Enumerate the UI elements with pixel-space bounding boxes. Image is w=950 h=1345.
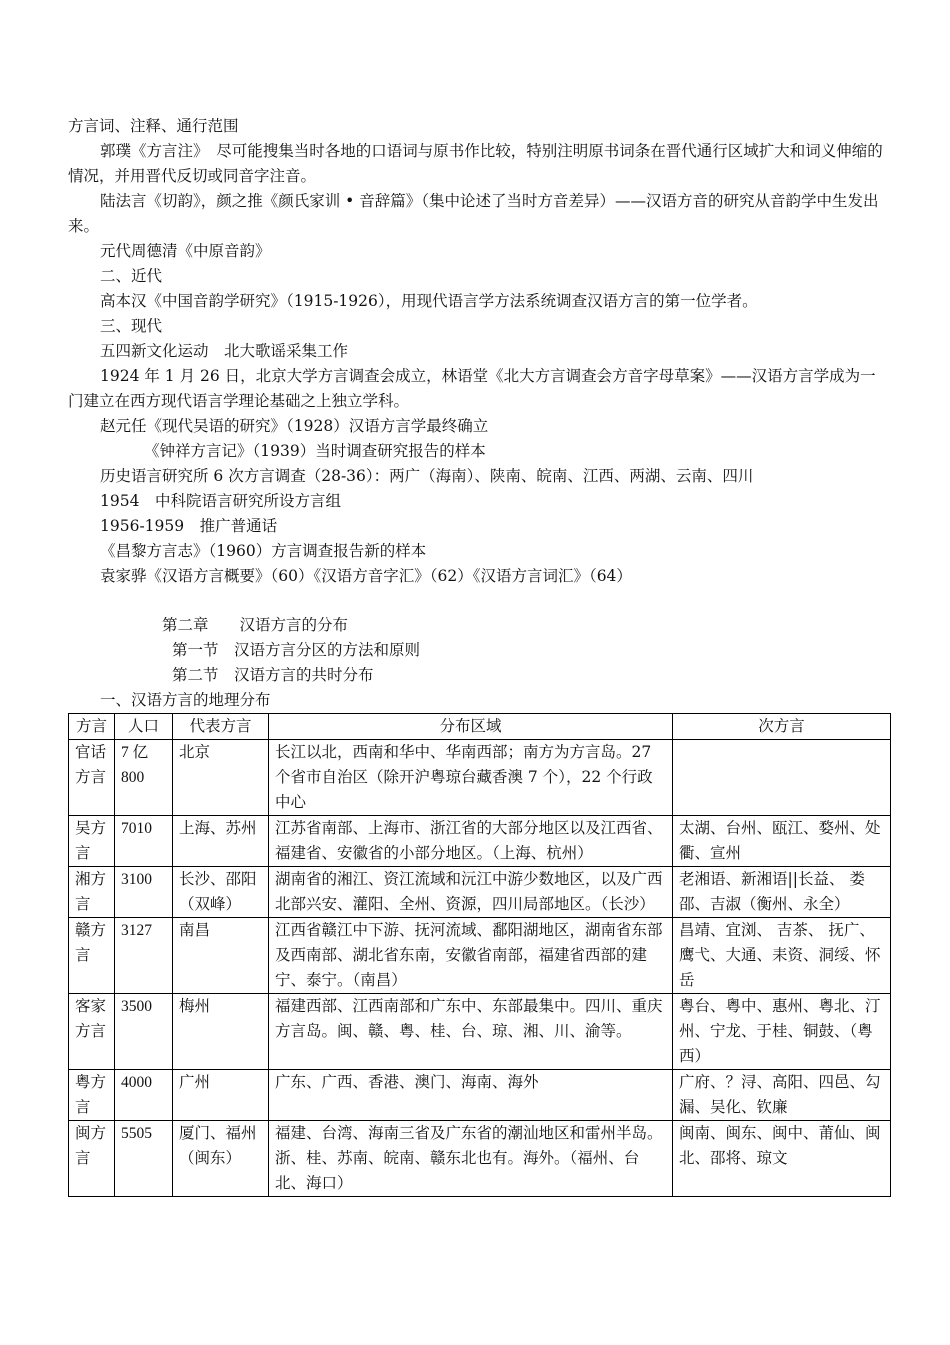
subdialects-cell: 太湖、台州、瓯江、婺州、处衢、宣州 xyxy=(673,816,891,867)
document-page xyxy=(68,114,890,1197)
dialect-cell: 客家方言 xyxy=(69,994,115,1070)
section-title: 第一节 汉语方言分区的方法和原则 xyxy=(172,641,421,659)
representative-cell: 南昌 xyxy=(173,918,269,994)
region-cell: 福建、台湾、海南三省及广东省的潮汕地区和雷州半岛。浙、桂、苏南、皖南、赣东北也有。海外。（福州、台北、海口） xyxy=(269,1121,673,1197)
table-row xyxy=(69,740,891,816)
text-line: 历史语言研究所 6 次方言调查（28-36）：两广（海南）、陕南、皖南、江西、两湖、云南、四川 xyxy=(100,467,754,485)
population-cell: 7 亿 800 xyxy=(115,740,173,816)
text-paragraph: 1924 年 1 月 26 日，北京大学方言调查会成立，林语堂《北大方言调查会方音字母草案》——汉语方言学成为一门建立在西方现代语言学理论基础之上独立学科。 xyxy=(68,367,876,410)
text-line: 《昌黎方言志》（1960）方言调查报告新的样本 xyxy=(100,542,427,560)
text-line: 赵元任《现代吴语的研究》（1928）汉语方言学最终确立 xyxy=(100,417,489,435)
column-header: 分布区域 xyxy=(269,714,673,740)
table-row xyxy=(69,994,891,1070)
text-line: 1954 中科院语言研究所设方言组 xyxy=(100,492,341,510)
table-row xyxy=(69,867,891,918)
representative-cell: 上海、苏州 xyxy=(173,816,269,867)
dialect-cell: 粤方言 xyxy=(69,1070,115,1121)
subdialects-cell: 闽南、闽东、闽中、莆仙、闽北、邵将、琼文 xyxy=(673,1121,891,1197)
table-row xyxy=(69,816,891,867)
dialect-table xyxy=(68,713,891,1197)
region-cell: 湖南省的湘江、资江流域和沅江中游少数地区，以及广西北部兴安、灌阳、全州、资源，四川局部地区。（长沙） xyxy=(269,867,673,918)
section-heading: 三、现代 xyxy=(100,317,163,335)
section-title: 第二节 汉语方言的共时分布 xyxy=(172,666,374,684)
subheading: 一、汉语方言的地理分布 xyxy=(100,691,271,709)
text-line: 高本汉《中国音韵学研究》（1915-1926），用现代语言学方法系统调查汉语方言的第一位学者。 xyxy=(100,292,758,310)
region-cell: 江西省赣江中下游、抚河流域、鄱阳湖地区，湖南省东部及西南部、湖北省东南，安徽省南部，福建省西部的建宁、泰宁。（南昌） xyxy=(269,918,673,994)
column-header: 方言 xyxy=(69,714,115,740)
chapter-title: 第二章 汉语方言的分布 xyxy=(162,616,349,634)
population-cell: 4000 xyxy=(115,1070,173,1121)
dialect-cell: 吴方言 xyxy=(69,816,115,867)
region-cell: 长江以北，西南和华中、华南西部；南方为方言岛。27 个省市自治区（除开沪粤琼台藏香澳 7 个），22 个行政中心 xyxy=(269,740,673,816)
subdialects-cell xyxy=(673,740,891,816)
text-line: 元代周德清《中原音韵》 xyxy=(100,242,271,260)
population-cell: 3127 xyxy=(115,918,173,994)
text-line: 方言词、注释、通行范围 xyxy=(68,117,239,135)
column-header: 次方言 xyxy=(673,714,891,740)
dialect-cell: 官话方言 xyxy=(69,740,115,816)
text-paragraph: 郭璞《方言注》 尽可能搜集当时各地的口语词与原书作比较，特别注明原书词条在晋代通行区域扩大和词义伸缩的情况，并用晋代反切或同音字注音。 xyxy=(68,142,883,185)
text-line: 袁家骅《汉语方言概要》（60）《汉语方音字汇》（62）《汉语方言词汇》（64） xyxy=(100,567,632,585)
table-row xyxy=(69,1121,891,1197)
dialect-cell: 湘方言 xyxy=(69,867,115,918)
region-cell: 江苏省南部、上海市、浙江省的大部分地区以及江西省、福建省、安徽省的小部分地区。（上海、杭州） xyxy=(269,816,673,867)
text-line: 1956-1959 推广普通话 xyxy=(100,517,278,535)
population-cell: 3500 xyxy=(115,994,173,1070)
population-cell: 7010 xyxy=(115,816,173,867)
population-cell: 3100 xyxy=(115,867,173,918)
column-header: 代表方言 xyxy=(173,714,269,740)
table-row xyxy=(69,1070,891,1121)
text-line: 《钟祥方言记》（1939）当时调查研究报告的样本 xyxy=(144,442,486,460)
dialect-cell: 闽方言 xyxy=(69,1121,115,1197)
region-cell: 广东、广西、香港、澳门、海南、海外 xyxy=(269,1070,673,1121)
subdialects-cell: 昌靖、宜浏、 吉茶、 抚广、鹰弋、大通、耒资、洞绥、怀岳 xyxy=(673,918,891,994)
population-cell: 5505 xyxy=(115,1121,173,1197)
table-header-row xyxy=(69,714,891,740)
representative-cell: 梅州 xyxy=(173,994,269,1070)
subdialects-cell: 老湘语、新湘语||长益、 娄邵、吉淑（衡州、永全） xyxy=(673,867,891,918)
column-header: 人口 xyxy=(115,714,173,740)
subdialects-cell: 广府、？浔、高阳、四邑、勾漏、吴化、钦廉 xyxy=(673,1070,891,1121)
text-line: 五四新文化运动 北大歌谣采集工作 xyxy=(100,342,349,360)
representative-cell: 长沙、邵阳（双峰） xyxy=(173,867,269,918)
blank-line xyxy=(68,589,890,613)
table-row xyxy=(69,918,891,994)
section-heading: 二、近代 xyxy=(100,267,163,285)
region-cell: 福建西部、江西南部和广东中、东部最集中。四川、重庆方言岛。闽、赣、粤、桂、台、琼、湘、川、渝等。 xyxy=(269,994,673,1070)
representative-cell: 厦门、福州（闽东） xyxy=(173,1121,269,1197)
representative-cell: 北京 xyxy=(173,740,269,816)
dialect-cell: 赣方言 xyxy=(69,918,115,994)
representative-cell: 广州 xyxy=(173,1070,269,1121)
text-paragraph: 陆法言《切韵》，颜之推《颜氏家训 • 音辞篇》（集中论述了当时方音差异）——汉语方音的研究从音韵学中生发出来。 xyxy=(68,192,879,235)
subdialects-cell: 粤台、粤中、惠州、粤北、汀州、宁龙、于桂、铜鼓、（粤西） xyxy=(673,994,891,1070)
